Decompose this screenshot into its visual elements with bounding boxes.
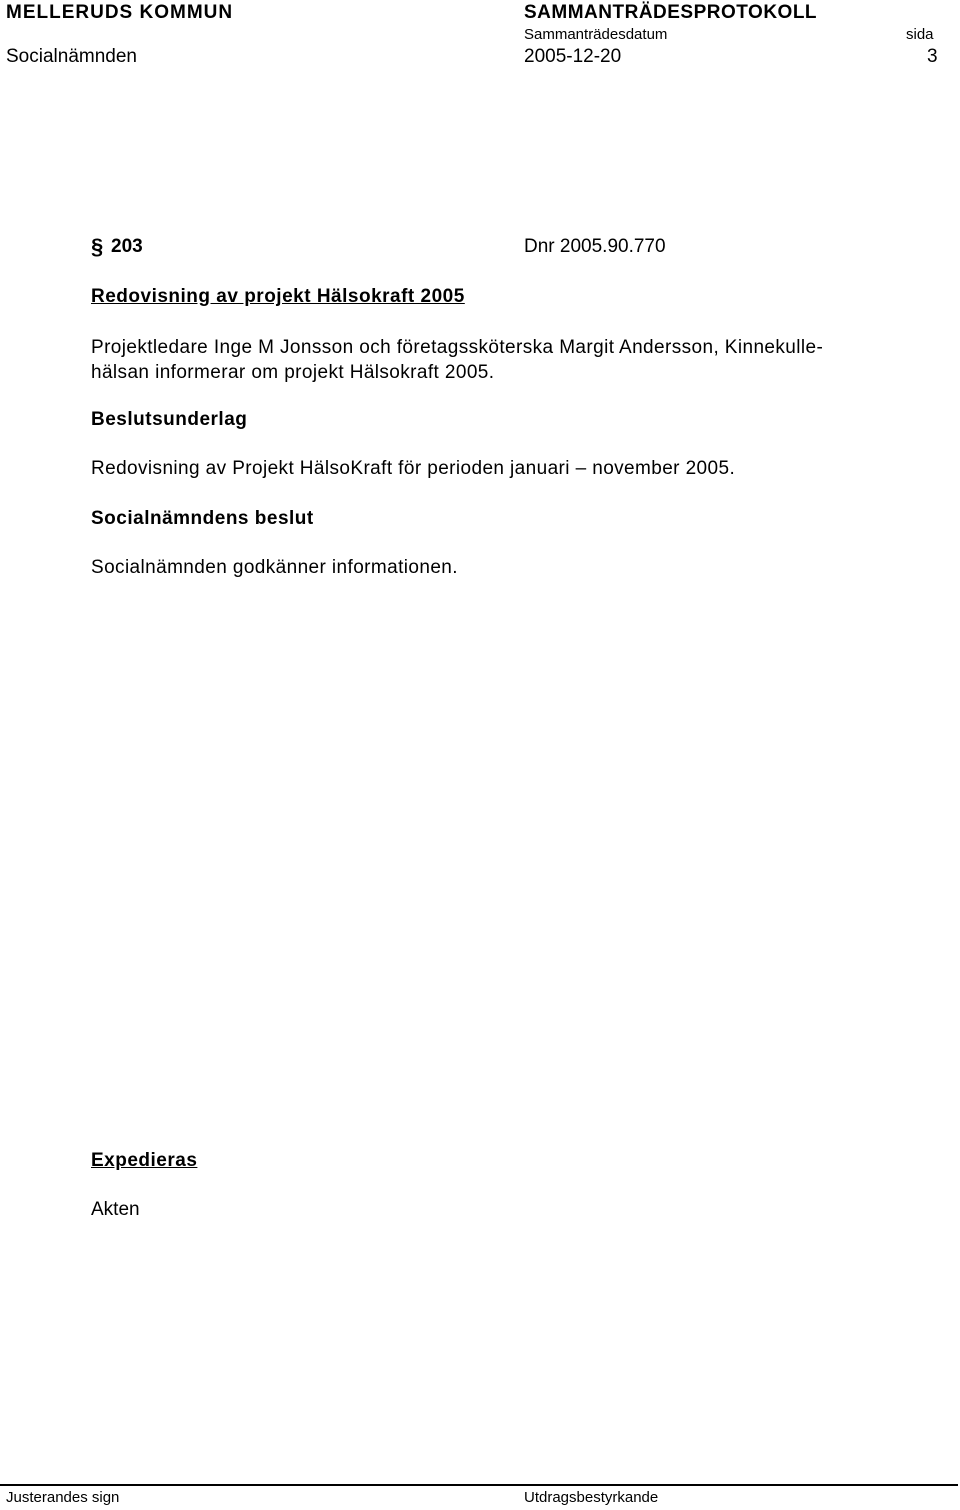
beslutsunderlag-heading: Beslutsunderlag	[91, 409, 248, 430]
meeting-date: 2005-12-20	[524, 46, 622, 67]
beslut-heading: Socialnämndens beslut	[91, 508, 314, 529]
meeting-date-label: Sammanträdesdatum	[524, 26, 668, 43]
beslutsunderlag-text: Redovisning av Projekt HälsoKraft för perioden januari – november 2005.	[91, 458, 736, 479]
beslut-text: Socialnämnden godkänner informationen.	[91, 557, 458, 578]
document-type: SAMMANTRÄDESPROTOKOLL	[524, 2, 818, 23]
footer-divider	[0, 1484, 958, 1486]
intro-line: hälsan informerar om projekt Hälsokraft 2005.	[91, 362, 495, 383]
intro-line: Projektledare Inge M Jonsson och företagssköterska Margit Andersson, Kinnekulle-	[91, 337, 824, 358]
case-dnr: Dnr 2005.90.770	[524, 236, 666, 257]
footer-certification-label: Utdragsbestyrkande	[524, 1489, 659, 1506]
case-title: Redovisning av projekt Hälsokraft 2005	[91, 286, 465, 307]
paragraph-sign: §	[91, 234, 104, 259]
case-number: 203	[111, 236, 143, 257]
expedieras-heading: Expedieras	[91, 1150, 198, 1171]
expedieras-recipient: Akten	[91, 1199, 140, 1220]
page-label: sida	[906, 26, 934, 43]
page-number: 3	[927, 46, 938, 67]
committee-name: Socialnämnden	[6, 46, 137, 67]
case-intro-paragraph	[91, 335, 951, 385]
footer-signature-label: Justerandes sign	[6, 1489, 120, 1506]
organization-name: MELLERUDS KOMMUN	[6, 2, 234, 23]
